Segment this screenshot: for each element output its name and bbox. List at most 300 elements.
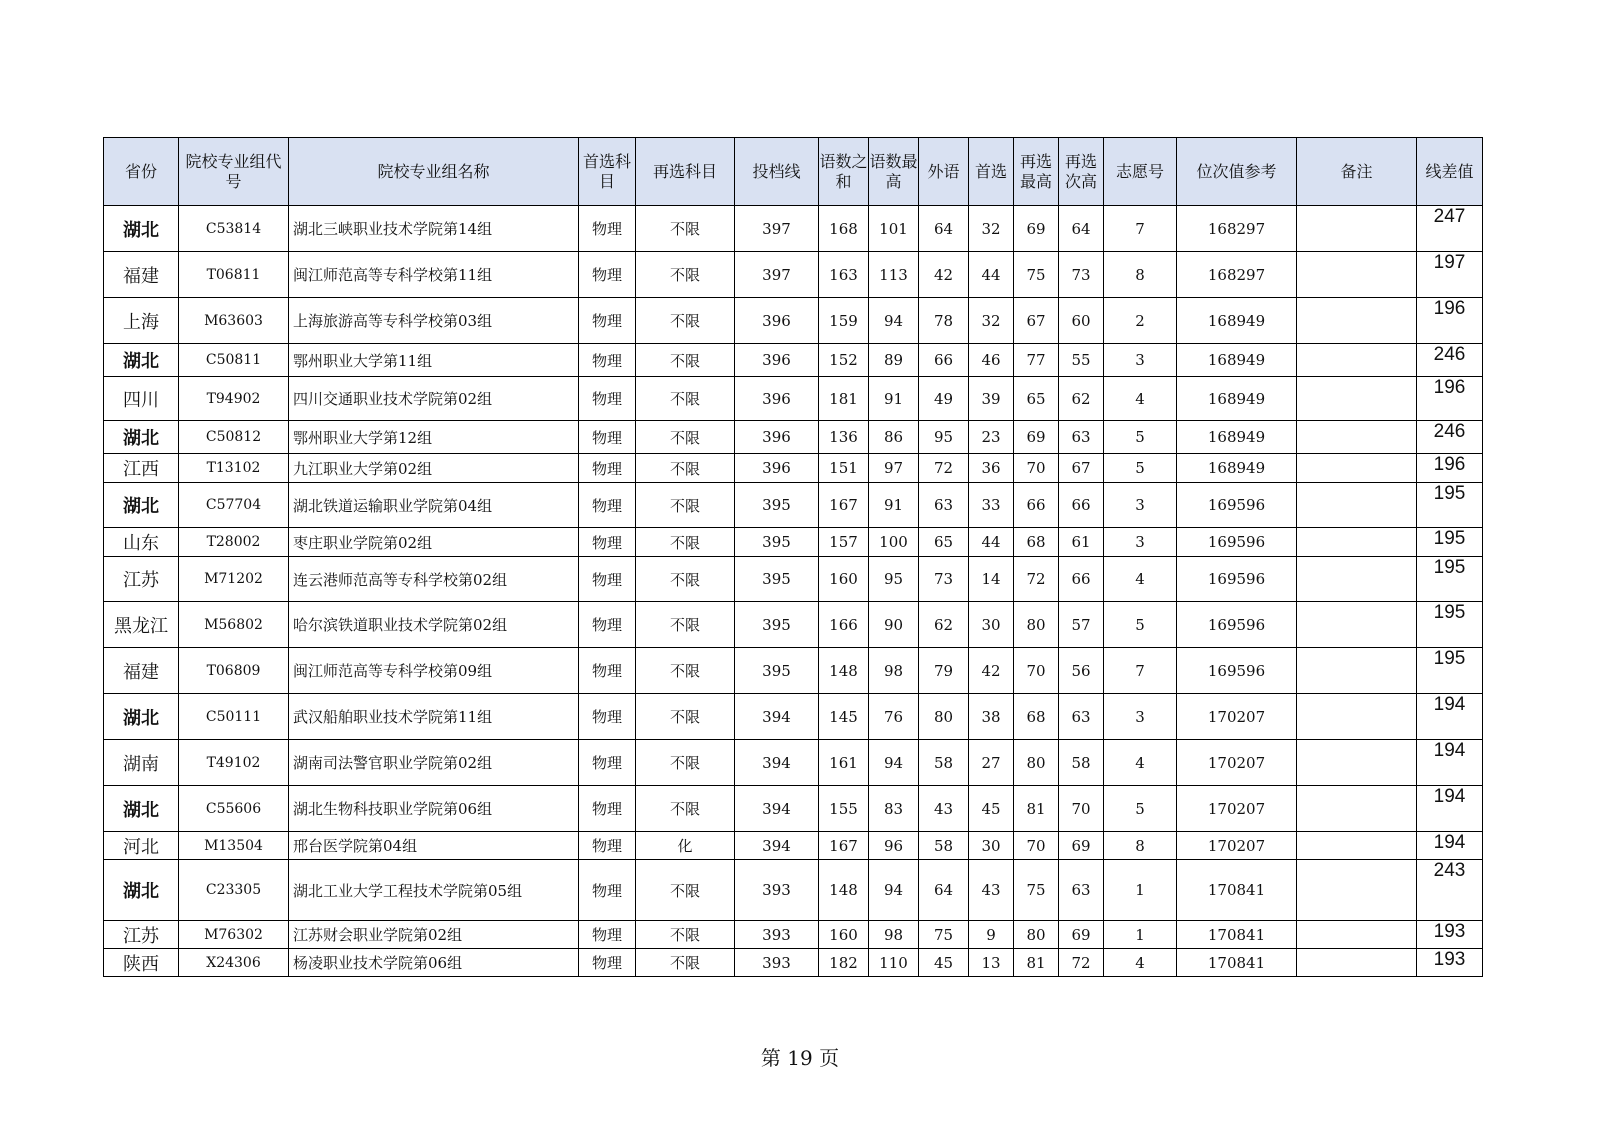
cell-diff: 193 (1417, 949, 1483, 977)
cell-sx: 32 (969, 298, 1014, 344)
cell-prov: 江苏 (104, 557, 179, 602)
cell-code: T06809 (179, 648, 289, 694)
cell-name: 湖北工业大学工程技术学院第05组 (289, 860, 579, 921)
table-row (104, 648, 1483, 694)
cell-note (1297, 786, 1417, 832)
column-header: 线差值 (1417, 138, 1483, 206)
cell-sx: 45 (969, 786, 1014, 832)
cell-name: 湖北三峡职业技术学院第14组 (289, 206, 579, 252)
cell-name: 哈尔滨铁道职业技术学院第02组 (289, 602, 579, 648)
cell-resel: 不限 (636, 344, 735, 377)
cell-fl: 45 (919, 949, 969, 977)
cell-sx: 9 (969, 921, 1014, 949)
cell-ys-sum: 148 (819, 648, 869, 694)
cell-code: M56802 (179, 602, 289, 648)
column-header: 省份 (104, 138, 179, 206)
cell-sx: 46 (969, 344, 1014, 377)
cell-first: 物理 (579, 528, 636, 557)
cell-resel: 不限 (636, 786, 735, 832)
cell-line: 393 (735, 921, 819, 949)
cell-note (1297, 377, 1417, 421)
cell-zy: 4 (1104, 377, 1177, 421)
cell-first: 物理 (579, 206, 636, 252)
cell-diff: 194 (1417, 786, 1483, 832)
cell-zx-2nd: 66 (1059, 557, 1104, 602)
column-header: 投档线 (735, 138, 819, 206)
cell-fl: 73 (919, 557, 969, 602)
cell-ys-max: 96 (869, 832, 919, 860)
cell-zx-max: 81 (1014, 786, 1059, 832)
cell-zy: 7 (1104, 648, 1177, 694)
cell-ys-max: 100 (869, 528, 919, 557)
cell-ys-sum: 181 (819, 377, 869, 421)
cell-ys-sum: 168 (819, 206, 869, 252)
cell-sx: 43 (969, 860, 1014, 921)
cell-note (1297, 602, 1417, 648)
cell-first: 物理 (579, 921, 636, 949)
cell-name: 邢台医学院第04组 (289, 832, 579, 860)
cell-code: C55606 (179, 786, 289, 832)
cell-sx: 14 (969, 557, 1014, 602)
column-header: 位次值参考 (1177, 138, 1297, 206)
cell-name: 江苏财会职业学院第02组 (289, 921, 579, 949)
cell-code: M71202 (179, 557, 289, 602)
cell-ys-sum: 182 (819, 949, 869, 977)
cell-name: 湖北生物科技职业学院第06组 (289, 786, 579, 832)
cell-sx: 30 (969, 602, 1014, 648)
table-row (104, 344, 1483, 377)
cell-ys-max: 113 (869, 252, 919, 298)
cell-zx-2nd: 63 (1059, 694, 1104, 740)
table-row (104, 694, 1483, 740)
cell-resel: 不限 (636, 528, 735, 557)
cell-diff: 194 (1417, 740, 1483, 786)
cell-diff: 246 (1417, 344, 1483, 377)
column-header: 志愿号 (1104, 138, 1177, 206)
cell-resel: 不限 (636, 421, 735, 454)
cell-name: 鄂州职业大学第12组 (289, 421, 579, 454)
cell-note (1297, 421, 1417, 454)
cell-zx-2nd: 58 (1059, 740, 1104, 786)
cell-prov: 四川 (104, 377, 179, 421)
cell-diff: 193 (1417, 921, 1483, 949)
cell-zx-2nd: 64 (1059, 206, 1104, 252)
cell-line: 394 (735, 694, 819, 740)
cell-zx-max: 68 (1014, 528, 1059, 557)
cell-fl: 66 (919, 344, 969, 377)
cell-zy: 2 (1104, 298, 1177, 344)
column-header: 再选最高 (1014, 138, 1059, 206)
cell-rank: 170207 (1177, 694, 1297, 740)
cell-zx-2nd: 69 (1059, 921, 1104, 949)
cell-resel: 化 (636, 832, 735, 860)
cell-fl: 43 (919, 786, 969, 832)
table-row (104, 528, 1483, 557)
cell-fl: 79 (919, 648, 969, 694)
table-row (104, 786, 1483, 832)
cell-ys-max: 97 (869, 454, 919, 483)
cell-code: M63603 (179, 298, 289, 344)
cell-note (1297, 454, 1417, 483)
cell-ys-max: 86 (869, 421, 919, 454)
cell-ys-max: 91 (869, 377, 919, 421)
column-header: 备注 (1297, 138, 1417, 206)
admission-score-table (103, 137, 1483, 977)
cell-ys-sum: 151 (819, 454, 869, 483)
column-header: 首选科目 (579, 138, 636, 206)
cell-line: 396 (735, 377, 819, 421)
cell-zx-2nd: 66 (1059, 483, 1104, 528)
cell-zx-max: 80 (1014, 921, 1059, 949)
cell-diff: 195 (1417, 602, 1483, 648)
cell-line: 393 (735, 949, 819, 977)
cell-rank: 168949 (1177, 377, 1297, 421)
cell-zx-2nd: 63 (1059, 421, 1104, 454)
cell-ys-max: 98 (869, 921, 919, 949)
cell-zx-max: 65 (1014, 377, 1059, 421)
cell-diff: 196 (1417, 454, 1483, 483)
cell-zx-2nd: 73 (1059, 252, 1104, 298)
cell-note (1297, 344, 1417, 377)
cell-prov: 湖北 (104, 860, 179, 921)
cell-note (1297, 921, 1417, 949)
cell-zx-max: 75 (1014, 860, 1059, 921)
cell-zx-2nd: 62 (1059, 377, 1104, 421)
cell-ys-sum: 136 (819, 421, 869, 454)
cell-ys-sum: 145 (819, 694, 869, 740)
table-row (104, 298, 1483, 344)
cell-rank: 169596 (1177, 557, 1297, 602)
cell-line: 394 (735, 740, 819, 786)
cell-zx-2nd: 70 (1059, 786, 1104, 832)
cell-fl: 64 (919, 206, 969, 252)
cell-ys-sum: 167 (819, 483, 869, 528)
cell-zx-2nd: 63 (1059, 860, 1104, 921)
table-row (104, 832, 1483, 860)
cell-note (1297, 483, 1417, 528)
cell-line: 396 (735, 298, 819, 344)
cell-name: 闽江师范高等专科学校第11组 (289, 252, 579, 298)
cell-ys-max: 89 (869, 344, 919, 377)
cell-zx-max: 80 (1014, 602, 1059, 648)
table-body (104, 206, 1483, 977)
cell-name: 闽江师范高等专科学校第09组 (289, 648, 579, 694)
cell-rank: 168949 (1177, 454, 1297, 483)
cell-resel: 不限 (636, 298, 735, 344)
cell-name: 湖南司法警官职业学院第02组 (289, 740, 579, 786)
cell-note (1297, 694, 1417, 740)
cell-sx: 30 (969, 832, 1014, 860)
cell-diff: 195 (1417, 528, 1483, 557)
cell-code: T13102 (179, 454, 289, 483)
cell-rank: 170841 (1177, 949, 1297, 977)
cell-sx: 13 (969, 949, 1014, 977)
cell-rank: 170841 (1177, 921, 1297, 949)
cell-line: 396 (735, 344, 819, 377)
cell-fl: 75 (919, 921, 969, 949)
cell-fl: 58 (919, 832, 969, 860)
cell-note (1297, 298, 1417, 344)
cell-sx: 42 (969, 648, 1014, 694)
cell-first: 物理 (579, 648, 636, 694)
cell-zy: 3 (1104, 483, 1177, 528)
cell-code: C50812 (179, 421, 289, 454)
cell-zx-2nd: 69 (1059, 832, 1104, 860)
cell-ys-max: 91 (869, 483, 919, 528)
cell-diff: 195 (1417, 483, 1483, 528)
cell-resel: 不限 (636, 694, 735, 740)
cell-diff: 195 (1417, 648, 1483, 694)
cell-resel: 不限 (636, 949, 735, 977)
cell-zx-2nd: 60 (1059, 298, 1104, 344)
cell-prov: 河北 (104, 832, 179, 860)
cell-fl: 58 (919, 740, 969, 786)
cell-rank: 168949 (1177, 421, 1297, 454)
cell-zx-2nd: 56 (1059, 648, 1104, 694)
cell-rank: 170207 (1177, 832, 1297, 860)
cell-note (1297, 252, 1417, 298)
cell-rank: 170207 (1177, 740, 1297, 786)
cell-ys-sum: 160 (819, 921, 869, 949)
cell-name: 武汉船舶职业技术学院第11组 (289, 694, 579, 740)
cell-note (1297, 557, 1417, 602)
cell-first: 物理 (579, 602, 636, 648)
cell-zx-2nd: 67 (1059, 454, 1104, 483)
table-row (104, 921, 1483, 949)
cell-zx-max: 70 (1014, 648, 1059, 694)
cell-zx-max: 80 (1014, 740, 1059, 786)
cell-prov: 黑龙江 (104, 602, 179, 648)
cell-line: 395 (735, 528, 819, 557)
cell-zy: 8 (1104, 252, 1177, 298)
cell-line: 395 (735, 602, 819, 648)
cell-zy: 4 (1104, 557, 1177, 602)
cell-code: C50111 (179, 694, 289, 740)
cell-prov: 山东 (104, 528, 179, 557)
cell-name: 四川交通职业技术学院第02组 (289, 377, 579, 421)
cell-rank: 169596 (1177, 602, 1297, 648)
table-row (104, 252, 1483, 298)
cell-zx-2nd: 72 (1059, 949, 1104, 977)
cell-note (1297, 860, 1417, 921)
cell-first: 物理 (579, 949, 636, 977)
cell-ys-max: 90 (869, 602, 919, 648)
cell-zx-max: 69 (1014, 421, 1059, 454)
cell-diff: 197 (1417, 252, 1483, 298)
cell-sx: 33 (969, 483, 1014, 528)
cell-line: 396 (735, 421, 819, 454)
table-row (104, 377, 1483, 421)
cell-fl: 95 (919, 421, 969, 454)
cell-resel: 不限 (636, 860, 735, 921)
cell-zx-max: 81 (1014, 949, 1059, 977)
cell-ys-sum: 152 (819, 344, 869, 377)
column-header: 再选科目 (636, 138, 735, 206)
column-header: 外语 (919, 138, 969, 206)
cell-line: 393 (735, 860, 819, 921)
cell-prov: 上海 (104, 298, 179, 344)
cell-zx-max: 69 (1014, 206, 1059, 252)
page-number: 第 19 页 (760, 1046, 840, 1070)
cell-prov: 福建 (104, 252, 179, 298)
cell-diff: 243 (1417, 860, 1483, 921)
cell-rank: 169596 (1177, 528, 1297, 557)
cell-diff: 196 (1417, 298, 1483, 344)
table-row (104, 949, 1483, 977)
cell-note (1297, 648, 1417, 694)
cell-zy: 5 (1104, 454, 1177, 483)
cell-zy: 3 (1104, 344, 1177, 377)
cell-ys-max: 94 (869, 860, 919, 921)
cell-code: T94902 (179, 377, 289, 421)
cell-rank: 168949 (1177, 344, 1297, 377)
table-row (104, 557, 1483, 602)
cell-line: 397 (735, 252, 819, 298)
cell-name: 上海旅游高等专科学校第03组 (289, 298, 579, 344)
cell-ys-sum: 163 (819, 252, 869, 298)
cell-code: C23305 (179, 860, 289, 921)
cell-sx: 39 (969, 377, 1014, 421)
cell-first: 物理 (579, 557, 636, 602)
cell-fl: 42 (919, 252, 969, 298)
cell-name: 九江职业大学第02组 (289, 454, 579, 483)
cell-zy: 8 (1104, 832, 1177, 860)
column-header: 再选次高 (1059, 138, 1104, 206)
cell-fl: 78 (919, 298, 969, 344)
cell-line: 395 (735, 483, 819, 528)
table-row (104, 421, 1483, 454)
cell-prov: 湖北 (104, 344, 179, 377)
cell-resel: 不限 (636, 557, 735, 602)
cell-line: 396 (735, 454, 819, 483)
table-row (104, 740, 1483, 786)
column-header: 院校专业组代号 (179, 138, 289, 206)
cell-first: 物理 (579, 786, 636, 832)
cell-name: 湖北铁道运输职业学院第04组 (289, 483, 579, 528)
cell-ys-max: 76 (869, 694, 919, 740)
cell-zy: 3 (1104, 694, 1177, 740)
cell-name: 鄂州职业大学第11组 (289, 344, 579, 377)
cell-diff: 196 (1417, 377, 1483, 421)
cell-zx-max: 70 (1014, 832, 1059, 860)
cell-ys-sum: 157 (819, 528, 869, 557)
cell-rank: 168297 (1177, 206, 1297, 252)
cell-first: 物理 (579, 860, 636, 921)
column-header: 首选 (969, 138, 1014, 206)
cell-rank: 168297 (1177, 252, 1297, 298)
cell-zy: 5 (1104, 602, 1177, 648)
cell-first: 物理 (579, 344, 636, 377)
cell-line: 395 (735, 648, 819, 694)
cell-sx: 27 (969, 740, 1014, 786)
cell-ys-max: 101 (869, 206, 919, 252)
cell-resel: 不限 (636, 602, 735, 648)
cell-zx-max: 75 (1014, 252, 1059, 298)
table-row (104, 454, 1483, 483)
cell-code: M76302 (179, 921, 289, 949)
cell-diff: 194 (1417, 832, 1483, 860)
cell-rank: 170841 (1177, 860, 1297, 921)
cell-fl: 65 (919, 528, 969, 557)
cell-rank: 169596 (1177, 483, 1297, 528)
cell-sx: 38 (969, 694, 1014, 740)
cell-line: 397 (735, 206, 819, 252)
cell-code: M13504 (179, 832, 289, 860)
cell-prov: 湖北 (104, 483, 179, 528)
cell-ys-max: 94 (869, 298, 919, 344)
cell-ys-max: 83 (869, 786, 919, 832)
cell-ys-sum: 160 (819, 557, 869, 602)
column-header: 语数之和 (819, 138, 869, 206)
cell-prov: 江苏 (104, 921, 179, 949)
cell-zx-max: 68 (1014, 694, 1059, 740)
column-header: 院校专业组名称 (289, 138, 579, 206)
cell-fl: 62 (919, 602, 969, 648)
cell-code: X24306 (179, 949, 289, 977)
table-row (104, 483, 1483, 528)
cell-zy: 1 (1104, 921, 1177, 949)
cell-name: 连云港师范高等专科学校第02组 (289, 557, 579, 602)
cell-sx: 32 (969, 206, 1014, 252)
cell-line: 394 (735, 786, 819, 832)
cell-first: 物理 (579, 377, 636, 421)
cell-zy: 5 (1104, 786, 1177, 832)
cell-name: 枣庄职业学院第02组 (289, 528, 579, 557)
cell-rank: 169596 (1177, 648, 1297, 694)
cell-ys-sum: 161 (819, 740, 869, 786)
cell-first: 物理 (579, 740, 636, 786)
cell-resel: 不限 (636, 454, 735, 483)
cell-prov: 福建 (104, 648, 179, 694)
cell-first: 物理 (579, 694, 636, 740)
cell-sx: 44 (969, 528, 1014, 557)
cell-ys-max: 95 (869, 557, 919, 602)
cell-resel: 不限 (636, 483, 735, 528)
cell-ys-sum: 148 (819, 860, 869, 921)
cell-ys-sum: 159 (819, 298, 869, 344)
cell-resel: 不限 (636, 377, 735, 421)
cell-zx-2nd: 61 (1059, 528, 1104, 557)
cell-fl: 72 (919, 454, 969, 483)
cell-code: C53814 (179, 206, 289, 252)
cell-zy: 3 (1104, 528, 1177, 557)
cell-resel: 不限 (636, 206, 735, 252)
cell-first: 物理 (579, 298, 636, 344)
cell-code: T28002 (179, 528, 289, 557)
cell-first: 物理 (579, 832, 636, 860)
cell-diff: 195 (1417, 557, 1483, 602)
cell-ys-sum: 155 (819, 786, 869, 832)
cell-note (1297, 528, 1417, 557)
cell-ys-sum: 167 (819, 832, 869, 860)
cell-note (1297, 206, 1417, 252)
cell-name: 杨凌职业技术学院第06组 (289, 949, 579, 977)
column-header: 语数最高 (869, 138, 919, 206)
cell-first: 物理 (579, 454, 636, 483)
cell-first: 物理 (579, 252, 636, 298)
table-row (104, 206, 1483, 252)
cell-prov: 湖北 (104, 694, 179, 740)
cell-first: 物理 (579, 421, 636, 454)
cell-rank: 170207 (1177, 786, 1297, 832)
cell-zx-2nd: 57 (1059, 602, 1104, 648)
cell-zy: 4 (1104, 949, 1177, 977)
cell-note (1297, 740, 1417, 786)
cell-prov: 湖南 (104, 740, 179, 786)
cell-diff: 246 (1417, 421, 1483, 454)
table-row (104, 602, 1483, 648)
cell-zx-max: 70 (1014, 454, 1059, 483)
